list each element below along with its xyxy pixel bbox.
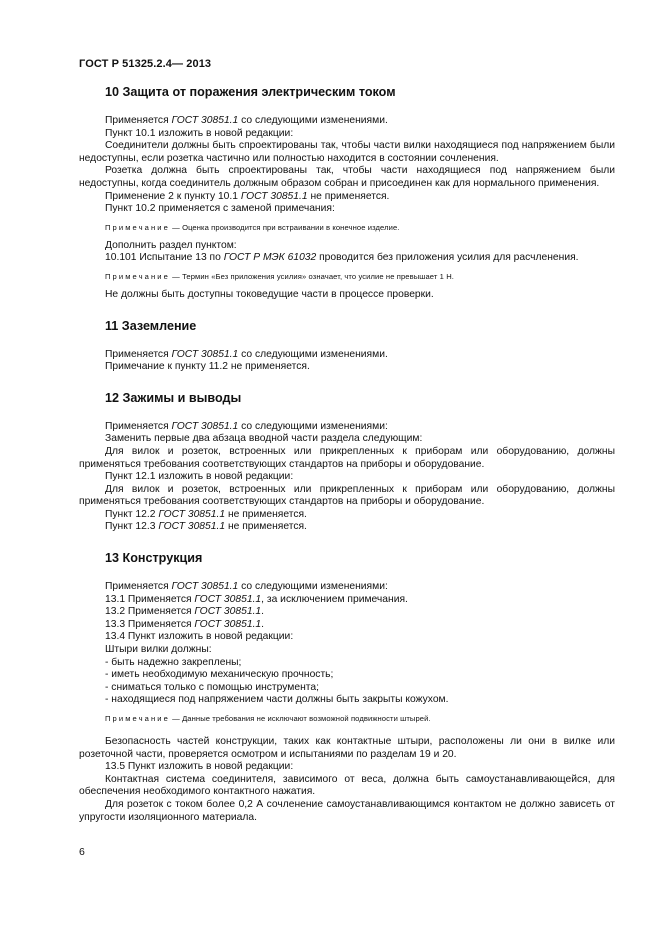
standard-ref: ГОСТ Р МЭК 61032	[223, 252, 317, 264]
standard-ref: ГОСТ 30851.1	[194, 593, 262, 605]
section-11-title: 11 Заземление	[105, 318, 197, 333]
paragraph: Безопасность частей конструкции, таких как контактные штыри, расположены ли они в вилке или розеточной части, проверяется осмотром и испытаниями по разделам 19 и 20.	[79, 736, 615, 760]
list-item: - находящиеся под напряжением части должны быть закрыты кожухом.	[105, 694, 449, 706]
note: Примечание — Данные требования не исключают возможной подвижности штырей.	[105, 714, 431, 723]
list-item: - сниматься только с помощью инструмента;	[105, 681, 319, 693]
paragraph: 13.5 Пункт изложить в новой редакции:	[105, 761, 294, 773]
standard-ref: ГОСТ 30851.1	[240, 190, 308, 202]
paragraph: Пункт 10.2 применяется с заменой примечания:	[105, 203, 335, 215]
standard-ref: ГОСТ 30851.1	[194, 606, 262, 618]
page-number: 6	[79, 846, 85, 858]
section-13-title: 13 Конструкция	[105, 551, 203, 566]
paragraph: 13.4 Пункт изложить в новой редакции:	[105, 631, 294, 643]
paragraph: 10.101 Испытание 13 по ГОСТ Р МЭК 61032 проводится без приложения усилия для расчленения.	[105, 252, 579, 264]
standard-ref: ГОСТ 30851.1	[158, 521, 226, 533]
note: Примечание — Термин «Без приложения усилия» означает, что усилие не превышает 1 Н.	[105, 271, 454, 281]
paragraph: Дополнить раздел пунктом:	[105, 239, 237, 251]
standard-ref: ГОСТ 30851.1	[171, 420, 239, 432]
paragraph: Применяется ГОСТ 30851.1 со следующими изменениями:	[105, 420, 388, 432]
paragraph: Применяется ГОСТ 30851.1 со следующими изменениями.	[105, 348, 388, 360]
paragraph: Пункт 12.2 ГОСТ 30851.1 не применяется.	[105, 508, 307, 520]
document-body	[79, 84, 615, 824]
paragraph: Розетка должна быть спроектированы так, чтобы части находящиеся под напряжением были недоступны, когда соединитель должным образом собран и присоединен как для нормального применения.	[79, 165, 615, 189]
paragraph: Применяется ГОСТ 30851.1 со следующими изменениями:	[105, 581, 388, 593]
paragraph: 13.2 Применяется ГОСТ 30851.1.	[105, 606, 265, 618]
paragraph: 13.3 Применяется ГОСТ 30851.1.	[105, 618, 265, 630]
paragraph: Пункт 10.1 изложить в новой редакции:	[105, 127, 294, 139]
paragraph: Заменить первые два абзаца вводной части раздела следующим:	[105, 433, 423, 445]
document-header: ГОСТ Р 51325.2.4— 2013	[79, 58, 212, 70]
paragraph: Штыри вилки должны:	[105, 644, 212, 656]
standard-ref: ГОСТ 30851.1	[194, 618, 262, 630]
note: Примечание — Оценка производится при встраивании в конечное изделие.	[105, 222, 400, 232]
paragraph: Для вилок и розеток, встроенных или прикрепленных к приборам или оборудованию, должны применяться требования соответствующих стандартов на приборы и оборудование.	[79, 445, 615, 470]
paragraph: Пункт 12.3 ГОСТ 30851.1 не применяется.	[105, 521, 307, 533]
standard-ref: ГОСТ 30851.1	[158, 508, 226, 520]
paragraph: Применяется ГОСТ 30851.1 со следующими изменениями.	[105, 115, 388, 126]
paragraph: 13.1 Применяется ГОСТ 30851.1, за исключением примечания.	[105, 593, 408, 605]
list-item: - иметь необходимую механическую прочность;	[105, 669, 334, 681]
standard-ref: ГОСТ 30851.1	[171, 348, 239, 360]
list-item: - быть надежно закреплены;	[105, 656, 242, 668]
paragraph: Пункт 12.1 изложить в новой редакции:	[105, 471, 294, 483]
paragraph: Для розеток с током более 0,2 А сочленение самоустанавливающимся контактом не должно зависеть от упругости изоляционного материала.	[79, 798, 615, 823]
standard-ref: ГОСТ 30851.1	[171, 581, 239, 593]
paragraph: Для вилок и розеток, встроенных или прикрепленных к приборам или оборудованию, должны применяться требования соответствующих стандартов на приборы и оборудование.	[79, 483, 615, 508]
section-12-title: 12 Зажимы и выводы	[105, 390, 242, 405]
standard-ref: ГОСТ 30851.1	[171, 115, 239, 126]
paragraph: Контактная система соединителя, зависимого от веса, должна быть самоустанавливающейся, для обеспечения необходимого контактного нажатия.	[79, 773, 615, 798]
paragraph: Примечание к пункту 11.2 не применяется.	[105, 361, 310, 373]
section-10-title: 10 Защита от поражения электрическим током	[105, 85, 396, 99]
paragraph: Соединители должны быть спроектированы так, чтобы части вилки находящиеся под напряжением были недоступны, если розетка частично или полностью находится в состоянии сочленения.	[79, 140, 615, 164]
paragraph: Не должны быть доступны токоведущие части в процессе проверки.	[105, 288, 434, 300]
paragraph: Применение 2 к пункту 10.1 ГОСТ 30851.1 не применяется.	[105, 190, 390, 202]
